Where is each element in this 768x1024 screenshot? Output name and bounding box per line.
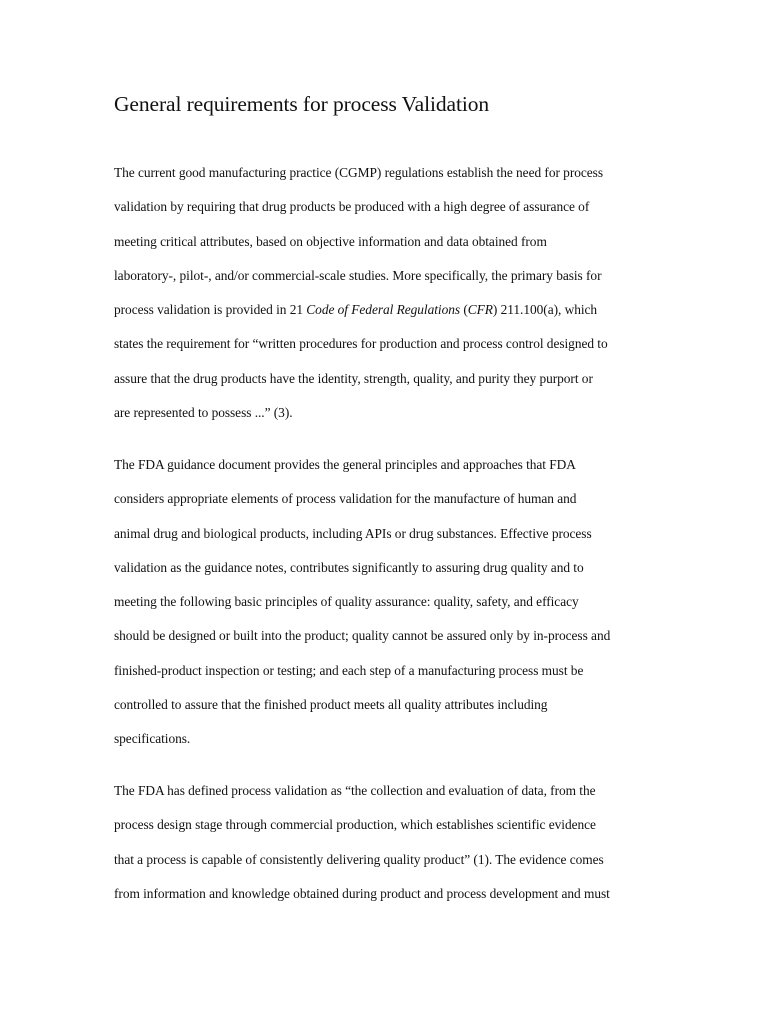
paragraph-line: that a process is capable of consistently delivering quality product” (1). The evidence comes <box>114 851 604 867</box>
paragraph-line: process design stage through commercial production, which establishes scientific evidence <box>114 817 596 833</box>
paragraph-line: specifications. <box>114 731 191 747</box>
paragraph-fda-guidance <box>114 456 610 765</box>
paragraph-line: The FDA guidance document provides the general principles and approaches that FDA <box>114 457 576 472</box>
paragraph-process-validation-definition <box>114 782 610 919</box>
paragraph-line: finished-product inspection or testing; and each step of a manufacturing process must be <box>114 662 584 678</box>
document-title: General requirements for process Validation <box>114 92 490 116</box>
paragraph-line: assure that the drug products have the identity, strength, quality, and purity they purport or <box>114 370 593 386</box>
text-run: ( <box>460 302 468 318</box>
italic-text-run: CFR <box>467 302 493 318</box>
paragraph-line: states the requirement for “written procedures for production and process control designed to <box>114 336 608 352</box>
paragraph-line: meeting critical attributes, based on objective information and data obtained from <box>114 233 547 249</box>
paragraph-line: animal drug and biological products, including APIs or drug substances. Effective process <box>114 525 592 541</box>
text-run: ) 211.100(a), which <box>492 302 598 318</box>
paragraph-line: laboratory-, pilot-, and/or commercial-scale studies. More specifically, the primary basis for <box>114 267 602 283</box>
paragraph-line: validation by requiring that drug products be produced with a high degree of assurance of <box>114 199 590 215</box>
paragraph-line: validation as the guidance notes, contributes significantly to assuring drug quality and to <box>114 559 584 575</box>
paragraph-line: The current good manufacturing practice (CGMP) regulations establish the need for process <box>114 165 603 180</box>
paragraph-line: controlled to assure that the finished product meets all quality attributes including <box>114 697 548 713</box>
text-run: process validation is provided in 21 <box>114 302 307 318</box>
paragraph-line: are represented to possess ...” (3). <box>114 405 293 421</box>
paragraph-cgmp-regulations <box>114 164 608 438</box>
paragraph-line: considers appropriate elements of process validation for the manufacture of human and <box>114 491 577 507</box>
paragraph-line: from information and knowledge obtained during product and process development and must <box>114 885 610 901</box>
paragraph-line: meeting the following basic principles of quality assurance: quality, safety, and efficacy <box>114 594 579 610</box>
paragraph-line <box>114 301 608 335</box>
italic-text-run: Code of Federal Regulations <box>306 302 461 318</box>
paragraph-line: The FDA has defined process validation as “the collection and evaluation of data, from the <box>114 783 596 798</box>
paragraph-line: should be designed or built into the product; quality cannot be assured only by in-process and <box>114 628 611 644</box>
